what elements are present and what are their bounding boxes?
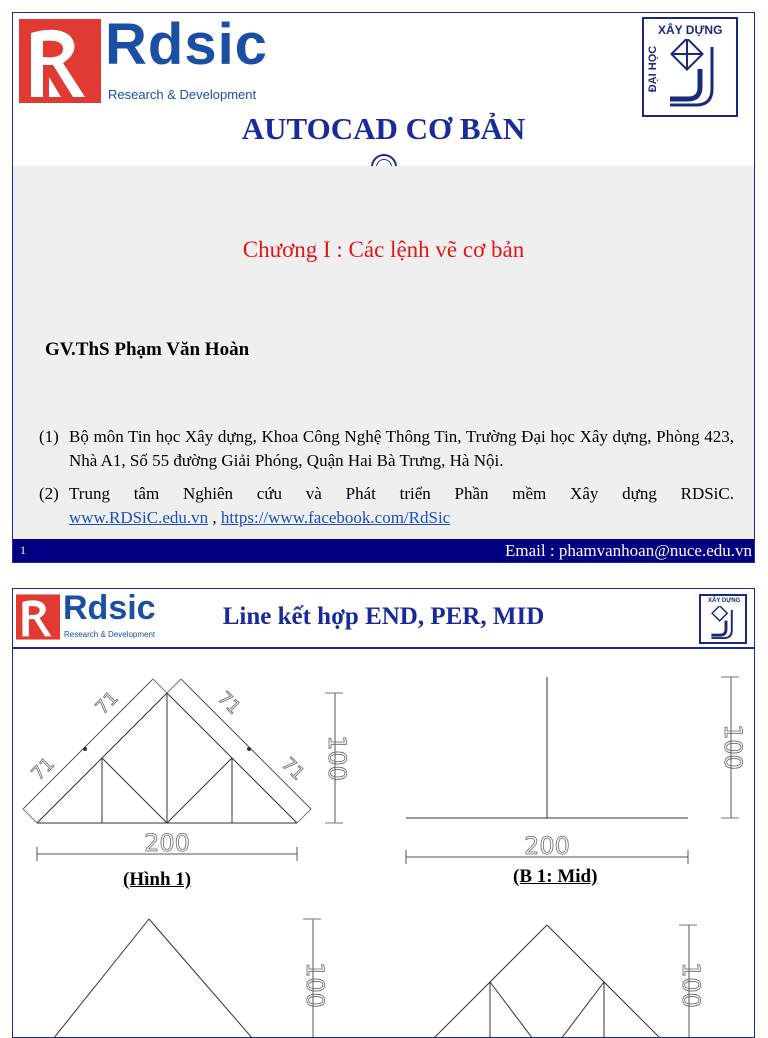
page-number: 1: [20, 543, 26, 557]
fig1-height-label: 100: [323, 735, 351, 781]
university-emblem-icon: [666, 39, 730, 109]
fig1-side-label-right-top: 71: [213, 687, 245, 719]
reference-2-text: Trung tâm Nghiên cứu và Phát triển Phần mềm Xây dựng RDSiC.: [69, 484, 734, 503]
fig2-width-label: 200: [524, 832, 570, 860]
logo-name: Rdsic: [105, 12, 268, 77]
figure-3-partial: [53, 919, 321, 1038]
slide-2: [12, 588, 755, 1038]
facebook-link[interactable]: https://www.facebook.com/RdSic: [220, 508, 451, 527]
slide-1-footer: [13, 539, 754, 563]
university-logo-top-text: XÂY DỰNG: [708, 598, 741, 604]
dim-tick: [247, 747, 251, 751]
dim-tick: [83, 747, 87, 751]
fig1-caption: (Hình 1): [123, 869, 192, 890]
university-logo-side-text: ĐẠI HỌC: [647, 45, 660, 93]
figure-4-partial: [433, 925, 697, 1038]
fig1-width-label: 200: [144, 829, 190, 857]
footer-email: Email : phamvanhoan@nuce.edu.vn: [505, 541, 752, 560]
reference-1-number: (1): [39, 427, 59, 446]
university-logo-top-text: XÂY DỰNG: [658, 23, 723, 37]
chapter-title: Chương I : Các lệnh vẽ cơ bản: [242, 237, 525, 262]
reference-2: [39, 482, 734, 530]
fig1-side-label-left-bottom: 71: [27, 753, 59, 785]
slide-1-header: [13, 13, 754, 166]
reference-2-number: (2): [39, 484, 59, 503]
rdsic-logo-icon: [19, 19, 101, 103]
logo-subtitle: Research & Development: [108, 87, 257, 102]
reference-2-links: [69, 506, 734, 530]
autocad-drawings: [13, 589, 755, 1038]
fig1-side-label-right-bottom: 71: [277, 753, 309, 785]
university-logo: [642, 17, 738, 117]
teacher-name: GV.ThS Phạm Văn Hoàn: [45, 339, 250, 360]
fig3-height-label: 100: [301, 962, 329, 1008]
slide-2-title: Line kết hợp END, PER, MID: [222, 603, 545, 630]
figure-2-mid: [406, 677, 739, 864]
rdsic-website-link[interactable]: www.RDSiC.edu.vn: [69, 508, 209, 527]
fig1-side-label-left-top: 71: [91, 687, 123, 719]
slide-1: [12, 12, 755, 563]
fig4-height-label: 100: [677, 962, 705, 1008]
logo-name: Rdsic: [63, 589, 156, 627]
logo-subtitle: Research & Development: [64, 630, 156, 639]
fig2-caption: (B 1: Mid): [513, 866, 598, 887]
reference-1-text: Bộ môn Tin học Xây dựng, Khoa Công Nghệ Thông Tin, Trường Đại học Xây dựng, Phòng 423, Nhà A1, Số 55 đường Giải Phóng, Quận Hai Bà Trưng, Hà Nội.: [69, 427, 734, 470]
reference-1: [39, 425, 734, 473]
slide-1-title: AUTOCAD CƠ BẢN: [241, 111, 526, 146]
fig2-height-label: 100: [719, 724, 747, 770]
link-separator: ,: [208, 508, 221, 527]
